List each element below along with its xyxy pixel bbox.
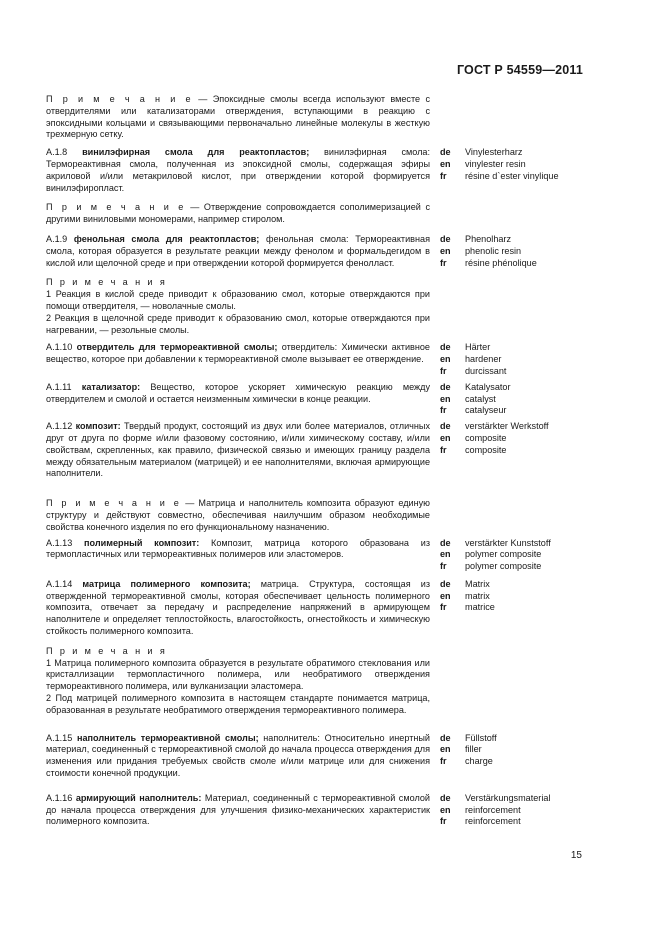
lang-code: fr bbox=[440, 444, 447, 455]
lang-code: fr bbox=[440, 170, 447, 181]
term-title: винилэфирная смола для реактопластов; bbox=[82, 147, 310, 158]
lang-code: en bbox=[440, 354, 451, 365]
lang-code: de bbox=[440, 147, 451, 158]
note-item: 2 Реакция в щелочной среде приводит к образованию смол, которые отверждаются при нагревании, — резольные смолы. bbox=[46, 312, 430, 335]
note-block bbox=[46, 94, 590, 141]
translation-row bbox=[440, 549, 590, 561]
translation-value: catalyseur bbox=[465, 405, 507, 416]
lang-code: de bbox=[440, 792, 451, 803]
translation-row bbox=[440, 744, 590, 756]
term-entry bbox=[46, 733, 590, 780]
term-number: А.1.15 bbox=[46, 732, 73, 743]
lang-code: de bbox=[440, 421, 451, 432]
note-text: — Матрица и наполнитель композита образуют единую структуру и действуют совместно, обеспечивая наилучшим образом необходимые свойства конечного изделия по его функциональному назначению. bbox=[46, 498, 430, 532]
translation-row bbox=[440, 591, 590, 603]
note-label: П р и м е ч а н и е bbox=[46, 202, 186, 213]
term-number: А.1.12 bbox=[46, 421, 73, 432]
lang-code: de bbox=[440, 233, 451, 244]
lang-code: en bbox=[440, 590, 451, 601]
translation-row bbox=[440, 793, 590, 805]
entry-text bbox=[46, 382, 430, 417]
term-definition: наполнитель: Относительно инертный материал, соединенный с термореактивной смолой до начала процесса отверждения для изменения или придания требуемых свойств смоле и/или матрице или для снижения стоимости конечной продукции. bbox=[46, 732, 430, 779]
term-entry bbox=[46, 579, 590, 638]
term-entry bbox=[46, 538, 590, 573]
translation-row bbox=[440, 421, 590, 433]
translation-row bbox=[440, 147, 590, 159]
term-definition: отвердитель: Химически активное вещество, которое при добавлении к термореактивной смоле вызывает ее отверждение. bbox=[46, 342, 430, 365]
entry-text bbox=[46, 342, 430, 377]
term-entry bbox=[46, 147, 590, 194]
term-number: А.1.11 bbox=[46, 381, 72, 392]
note-item: 1 Матрица полимерного композита образуется в результате обратимого стеклования или кристаллизации термопластичного полимера, или необратимого отверждения термореактивного полимера, или вулканизации эластомера. bbox=[46, 657, 430, 692]
term-number: А.1.9 bbox=[46, 233, 68, 244]
translation-value: Härter bbox=[465, 342, 491, 353]
note-text: — Отверждение сопровождается сополимеризацией с другими виниловыми мономерами, например стиролом. bbox=[46, 202, 430, 225]
term-entry bbox=[46, 342, 590, 377]
translation-row bbox=[440, 258, 590, 270]
translation-row bbox=[440, 602, 590, 614]
entry-text bbox=[46, 147, 430, 194]
term-definition: Вещество, которое ускоряет химическую реакцию между отвердителем и смолой и остается неизменным химически в конце реакции. bbox=[46, 381, 430, 404]
translation-value: vinylester resin bbox=[465, 158, 526, 169]
translation-row bbox=[440, 433, 590, 445]
translation-value: matrix bbox=[465, 590, 490, 601]
translation-row bbox=[440, 342, 590, 354]
translation-row bbox=[440, 405, 590, 417]
translation-row bbox=[440, 159, 590, 171]
lang-code: en bbox=[440, 744, 451, 755]
notes-label: П р и м е ч а н и я bbox=[46, 645, 168, 656]
entry-text bbox=[46, 646, 430, 717]
translation-row bbox=[440, 538, 590, 550]
translation-value: phenolic resin bbox=[465, 245, 522, 256]
translations bbox=[440, 579, 590, 638]
term-title: фенольная смола для реактопластов; bbox=[73, 233, 260, 244]
lang-code: fr bbox=[440, 365, 447, 376]
translation-row bbox=[440, 445, 590, 457]
term-title: катализатор: bbox=[81, 381, 141, 392]
term-title: матрица полимерного композита; bbox=[82, 578, 251, 589]
translations bbox=[440, 147, 590, 194]
standard-code: ГОСТ Р 54559—2011 bbox=[456, 63, 583, 77]
note-block bbox=[46, 498, 590, 533]
note-block bbox=[46, 202, 590, 226]
notes-block bbox=[46, 277, 590, 336]
translation-value: durcissant bbox=[465, 365, 507, 376]
translation-value: matrice bbox=[465, 602, 495, 613]
term-definition: фенольная смола: Термореактивная смола, которая образуется в результате реакции между фенолом и формальдегидом в кислой или щелочной среде и при отверждении которой формируется фенолласт. bbox=[46, 233, 431, 268]
lang-code: fr bbox=[440, 756, 447, 767]
note-item: 1 Реакция в кислой среде приводит к образованию смол, которые отверждаются при помощи отвердителя, — новолачные смолы. bbox=[46, 289, 430, 311]
entry-text bbox=[46, 277, 430, 336]
translation-row bbox=[440, 366, 590, 378]
term-number: А.1.16 bbox=[46, 792, 73, 803]
document-body bbox=[46, 94, 590, 828]
translation-row bbox=[440, 816, 590, 828]
lang-code: fr bbox=[440, 405, 447, 416]
translation-value: résine d`ester vinylique bbox=[465, 170, 559, 181]
term-entry bbox=[46, 234, 590, 269]
translation-row bbox=[440, 394, 590, 406]
entry-text bbox=[46, 579, 430, 638]
translation-value: catalyst bbox=[465, 393, 496, 404]
translation-value: Matrix bbox=[465, 578, 490, 589]
lang-code: de bbox=[440, 342, 451, 353]
note-label: П р и м е ч а н и е bbox=[46, 498, 182, 509]
lang-code: de bbox=[440, 537, 451, 548]
translations bbox=[440, 421, 590, 480]
translation-value: résine phénolique bbox=[465, 257, 537, 268]
term-number: А.1.13 bbox=[46, 537, 73, 548]
translation-row bbox=[440, 561, 590, 573]
page-number: 15 bbox=[570, 850, 582, 861]
translations bbox=[440, 793, 590, 828]
translation-value: reinforcement bbox=[465, 804, 521, 815]
translation-value: polymer composite bbox=[465, 549, 542, 560]
translation-value: Vinylesterharz bbox=[465, 147, 523, 158]
translation-value: filler bbox=[465, 744, 482, 755]
entry-text bbox=[46, 202, 430, 226]
term-number: А.1.14 bbox=[46, 578, 73, 589]
entry-text bbox=[46, 421, 430, 480]
term-number: А.1.8 bbox=[46, 147, 68, 158]
lang-code: fr bbox=[440, 257, 447, 268]
term-entry bbox=[46, 793, 590, 828]
lang-code: en bbox=[440, 432, 451, 443]
lang-code: en bbox=[440, 549, 451, 560]
lang-code: de bbox=[440, 578, 451, 589]
translation-value: hardener bbox=[465, 354, 502, 365]
lang-code: en bbox=[440, 393, 451, 404]
translation-value: Füllstoff bbox=[465, 732, 497, 743]
term-title: композит: bbox=[75, 421, 121, 432]
translations bbox=[440, 342, 590, 377]
entry-text bbox=[46, 538, 430, 573]
entry-text bbox=[46, 94, 430, 141]
translation-row bbox=[440, 756, 590, 768]
translation-value: Katalysator bbox=[465, 381, 511, 392]
translation-row bbox=[440, 354, 590, 366]
translation-row bbox=[440, 246, 590, 258]
translation-row bbox=[440, 579, 590, 591]
lang-code: en bbox=[440, 804, 451, 815]
notes-block bbox=[46, 646, 590, 717]
translation-row bbox=[440, 382, 590, 394]
note-label: П р и м е ч а н и е bbox=[46, 94, 193, 104]
term-definition: Композит, матрица которого образована из термопластичных или термореактивных полимеров или эластомеров. bbox=[46, 537, 430, 560]
term-definition: Твердый продукт, состоящий из двух или более материалов, отличных друг от друга по форме и/или фазовому состоянию, и/или химическому составу, и/или свойствам, скрепленных, как правило, физической связью и имеющих границу раздела между обязательным материалом (матрицей) и ее наполнителями, включая армирующие наполнители. bbox=[46, 421, 430, 479]
lang-code: fr bbox=[440, 602, 447, 613]
translation-value: charge bbox=[465, 756, 493, 767]
term-entry bbox=[46, 421, 590, 480]
translation-row bbox=[440, 234, 590, 246]
translations bbox=[440, 234, 590, 269]
translation-value: composite bbox=[465, 444, 507, 455]
term-definition: Материал, соединенный с термореактивной смолой до начала процесса отверждения для улучшения физико-механических характеристик полимерного композита. bbox=[46, 792, 431, 827]
translation-row bbox=[440, 805, 590, 817]
lang-code: de bbox=[440, 381, 451, 392]
lang-code: en bbox=[440, 245, 451, 256]
translations bbox=[440, 538, 590, 573]
translation-value: reinforcement bbox=[465, 816, 521, 827]
term-title: наполнитель термореактивной смолы; bbox=[76, 732, 259, 743]
note-text: — Эпоксидные смолы всегда используют вместе с отвердителями или катализаторами отверждения, вступающими в реакцию с эпоксидными кольцами и связывающими первоначально линейные молекулы в жесткую трехмерную сетку. bbox=[46, 94, 430, 140]
term-title: армирующий наполнитель: bbox=[75, 792, 202, 803]
entry-text bbox=[46, 234, 430, 269]
translation-value: polymer composite bbox=[465, 561, 542, 572]
term-title: отвердитель для термореактивной смолы; bbox=[76, 342, 278, 353]
translations bbox=[440, 733, 590, 780]
entry-text bbox=[46, 498, 430, 533]
lang-code: fr bbox=[440, 816, 447, 827]
entry-text bbox=[46, 793, 430, 828]
translation-value: Verstärkungsmaterial bbox=[465, 792, 551, 803]
translation-row bbox=[440, 171, 590, 183]
translation-value: Phenolharz bbox=[465, 233, 512, 244]
translation-row bbox=[440, 733, 590, 745]
lang-code: fr bbox=[440, 561, 447, 572]
note-item: 2 Под матрицей полимерного композита в настоящем стандарте понимается матрица, образованная в результате необратимого отверждения термореактивного полимера. bbox=[46, 693, 430, 715]
translation-value: verstärkter Kunststoff bbox=[465, 537, 551, 548]
lang-code: de bbox=[440, 732, 451, 743]
term-definition: винилэфирная смола: Термореактивная смола, полученная из эпоксидной смолы, содержащая эфиры акриловой и/или метакриловой кислот, при отверждении которой формируется винилэфиропласт. bbox=[46, 147, 430, 193]
notes-label: П р и м е ч а н и я bbox=[46, 277, 168, 288]
lang-code: en bbox=[440, 158, 451, 169]
entry-text bbox=[46, 733, 430, 780]
translation-value: composite bbox=[465, 432, 507, 443]
translation-value: verstärkter Werkstoff bbox=[465, 421, 549, 432]
term-entry bbox=[46, 382, 590, 417]
term-number: А.1.10 bbox=[46, 342, 73, 353]
term-title: полимерный композит: bbox=[84, 537, 200, 548]
translations bbox=[440, 382, 590, 417]
term-definition: матрица. Структура, состоящая из отвержденной термореактивной смолы, которая обеспечивает цельность полимерного композита, отвечает за передачу и распределение напряжений в армирующем наполнителе и определяет теплостойкость, влагостойкость, огнестойкость и химическую стойкость полимерного композита. bbox=[46, 578, 431, 637]
